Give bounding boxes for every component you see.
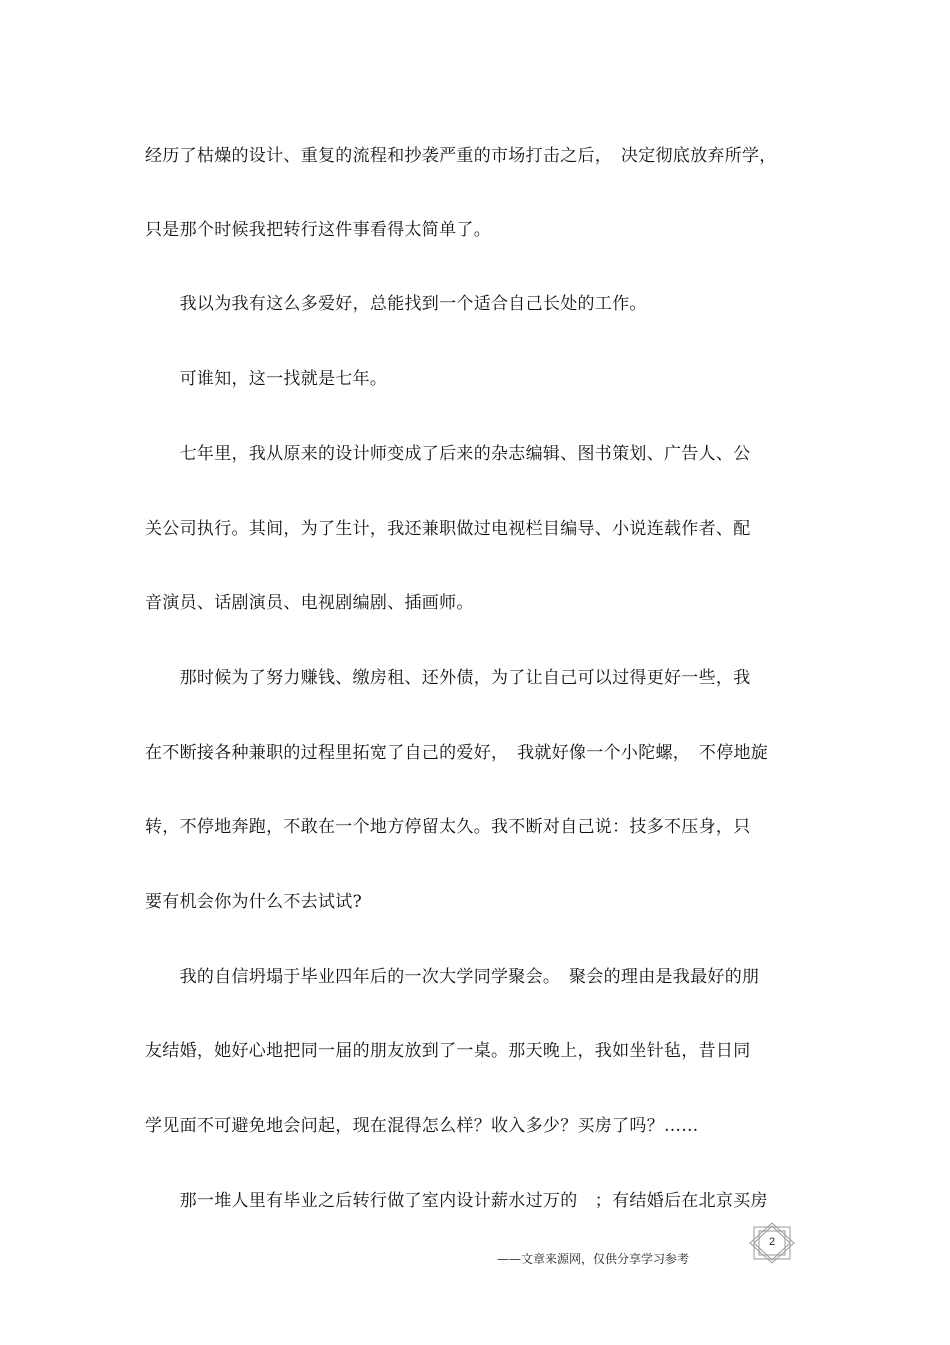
text-line: 经历了枯燥的设计、重复的流程和抄袭严重的市场打击之后， 决定彻底放弃所学， bbox=[145, 146, 777, 166]
text-line: 友结婚，她好心地把同一届的朋友放到了一桌。那天晚上，我如坐针毡，昔日同 bbox=[145, 1041, 751, 1061]
text-line: 在不断接各种兼职的过程里拓宽了自己的爱好， 我就好像一个小陀螺， 不停地旋 bbox=[145, 743, 769, 763]
text-line: 那时候为了努力赚钱、缴房租、还外债，为了让自己可以过得更好一些，我 bbox=[145, 668, 751, 688]
source-footnote: ——文章来源网，仅供分享学习参考 bbox=[497, 1252, 690, 1266]
text-line: 那一堆人里有毕业之后转行做了室内设计薪水过万的 ；有结婚后在北京买房 bbox=[145, 1191, 768, 1211]
page-number-badge bbox=[748, 1222, 796, 1264]
text-line: 我的自信坍塌于毕业四年后的一次大学同学聚会。 聚会的理由是我最好的朋 bbox=[145, 967, 760, 987]
page-number: 2 bbox=[768, 1236, 776, 1248]
text-line: 我以为我有这么多爱好，总能找到一个适合自己长处的工作。 bbox=[145, 294, 647, 314]
text-line: 七年里，我从原来的设计师变成了后来的杂志编辑、图书策划、广告人、公 bbox=[145, 444, 751, 464]
text-line: 转，不停地奔跑，不敢在一个地方停留太久。我不断对自己说：技多不压身，只 bbox=[145, 817, 751, 837]
text-line: 要有机会你为什么不去试试? bbox=[145, 892, 363, 912]
text-line: 只是那个时候我把转行这件事看得太简单了。 bbox=[145, 220, 491, 240]
text-line: 学见面不可避免地会问起，现在混得怎么样？收入多少？买房了吗？…… bbox=[145, 1116, 699, 1136]
text-line: 关公司执行。其间，为了生计，我还兼职做过电视栏目编导、小说连载作者、配 bbox=[145, 519, 751, 539]
text-line: 音演员、话剧演员、电视剧编剧、插画师。 bbox=[145, 593, 474, 613]
text-line: 可谁知，这一找就是七年。 bbox=[145, 369, 388, 389]
